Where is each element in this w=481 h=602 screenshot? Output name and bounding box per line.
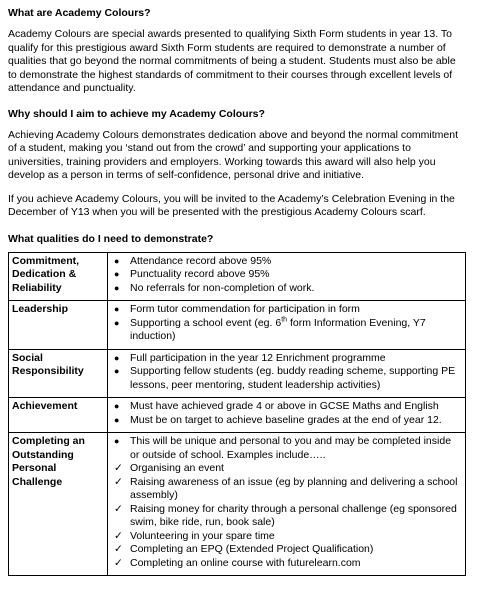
bullet-icon: ● (114, 414, 120, 425)
quality-criteria (108, 349, 466, 398)
quality-name: Leadership (9, 301, 108, 350)
table-row (9, 398, 466, 433)
qualities-table (8, 252, 466, 577)
check-icon: ✓ (114, 543, 123, 555)
quality-criteria (108, 433, 466, 576)
list-item: ● Full participation in the year 12 Enrichment programme (114, 351, 386, 364)
bullet-icon: ● (114, 282, 120, 293)
document-page (8, 6, 466, 576)
quality-name: Completing an Outstanding Personal Challenge (9, 433, 108, 576)
bullet-icon: ● (114, 255, 120, 266)
quality-name: Achievement (9, 398, 108, 433)
check-icon: ✓ (114, 502, 123, 515)
paragraph-why-achieve: Achieving Academy Colours demonstrates dedication above and beyond the normal commitment of a student, making you ‘stand out from the crowd’ and supporting your applications to universities, training providers and employers. Working towards this award will also help you develop as a person in terms of self-confidence, personal drive and initiative. (8, 128, 458, 181)
list-item: ● No referrals for non-completion of work. (114, 281, 315, 294)
list-item: ● Must be on target to achieve baseline grades at the end of year 12. (114, 413, 442, 426)
check-icon: ✓ (114, 556, 123, 569)
list-item: ✓ Raising money for charity through a personal challenge (eg sponsored swim, bike ride, run, book sale) (114, 502, 457, 528)
table-row (9, 349, 466, 398)
quality-criteria (108, 301, 466, 350)
check-icon: ✓ (114, 462, 123, 474)
table-row (9, 433, 466, 576)
table-row (9, 301, 466, 350)
heading-what-are-colours: What are Academy Colours? (8, 7, 151, 19)
list-item: ● Attendance record above 95% (114, 254, 272, 267)
list-item: ● Supporting fellow students (eg. buddy reading scheme, supporting PE lessons, peer mentoring, student leadership activities) (114, 365, 456, 391)
bullet-icon: ● (114, 317, 120, 328)
bullet-icon: ● (114, 436, 120, 446)
list-item: ✓ Organising an event (114, 462, 224, 474)
bullet-icon: ● (114, 352, 120, 363)
list-item: ✓ Raising awareness of an issue (eg by planning and delivering a school assembly) (114, 475, 458, 501)
bullet-icon: ● (114, 401, 120, 411)
list-item: ✓ Volunteering in your spare time (114, 529, 275, 542)
list-item: ● Must have achieved grade 4 or above in GCSE Maths and English (114, 400, 439, 412)
heading-qualities: What qualities do I need to demonstrate? (8, 232, 214, 245)
list-item: ✓ Completing an EPQ (Extended Project Qualification) (114, 543, 374, 555)
quality-criteria (108, 398, 466, 433)
paragraph-celebration-evening: If you achieve Academy Colours, you will be invited to the Academy’s Celebration Evening in the December of Y13 when you will be presented with the prestigious Academy Colours scarf. (8, 192, 455, 218)
list-item: ✓ Completing an online course with futurelearn.com (114, 556, 361, 569)
heading-why-achieve: Why should I aim to achieve my Academy Colours? (8, 107, 265, 120)
quality-name: Commitment, Dedication & Reliability (9, 252, 108, 301)
list-item: ● Punctuality record above 95% (114, 268, 270, 280)
bullet-icon: ● (114, 366, 120, 376)
quality-name: Social Responsibility (9, 349, 108, 398)
bullet-icon: ● (114, 269, 120, 279)
list-item: ● Form tutor commendation for participation in form (114, 303, 360, 315)
check-icon: ✓ (114, 529, 123, 542)
list-item: ● Supporting a school event (eg. 6th form Information Evening, Y7 induction) (114, 316, 426, 342)
bullet-icon: ● (114, 304, 120, 314)
quality-criteria (108, 252, 466, 301)
table-row (9, 252, 466, 301)
check-icon: ✓ (114, 475, 123, 488)
list-item: ● This will be unique and personal to you and may be completed inside or outside of school. Examples include….. (114, 435, 452, 461)
paragraph-what-are-colours: Academy Colours are special awards presented to qualifying Sixth Form students in year 13. To qualify for this prestigious award Sixth Form students are required to demonstrate a number of qualities that go beyond the normal commitments of being a student. Students must also be able to demonstrate the highest standards of commitment to their courses through excellent levels of attendance and punctuality. (8, 28, 456, 94)
